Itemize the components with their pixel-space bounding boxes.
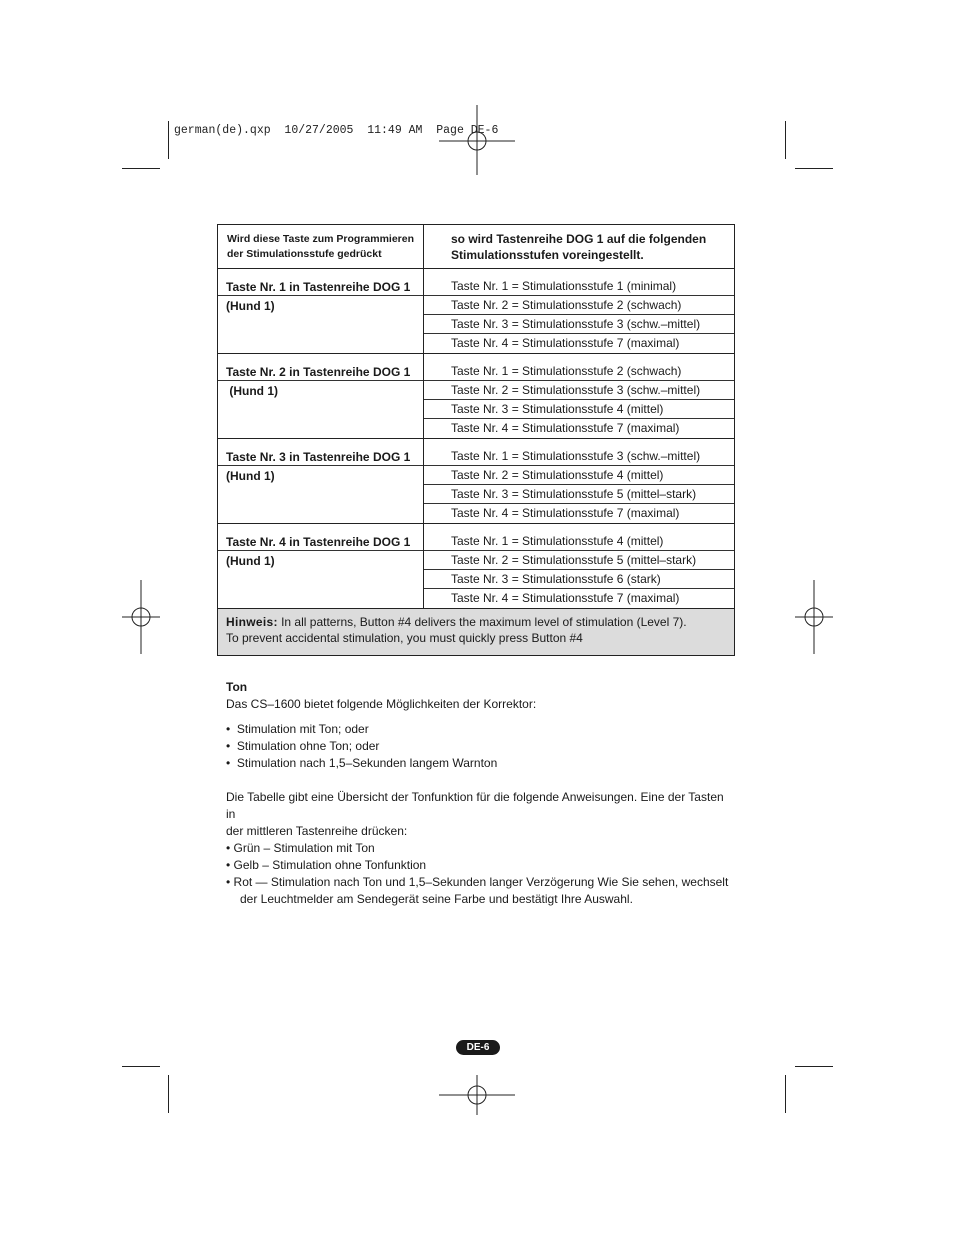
page-number-badge: DE-6 bbox=[456, 1040, 500, 1055]
header-left-line: der Stimulationsstufe gedrückt bbox=[227, 248, 382, 260]
table-header bbox=[218, 225, 734, 269]
table-group-3 bbox=[218, 439, 734, 524]
header-right-line: so wird Tastenreihe DOG 1 auf die folgenden bbox=[451, 232, 707, 246]
paragraph-line: Die Tabelle gibt eine Übersicht der Tonfunktion für die folgende Anweisungen. Eine der Tasten in bbox=[226, 790, 724, 821]
table-row: Taste Nr. 3 = Stimulationsstufe 6 (stark) bbox=[424, 570, 734, 589]
table-row: Taste Nr. 2 = Stimulationsstufe 3 (schw.–mittel) bbox=[424, 381, 734, 400]
printer-slug: german(de).qxp 10/27/2005 11:49 AM Page DE-6 bbox=[174, 124, 499, 137]
group-sublabel: (Hund 1) bbox=[226, 469, 275, 483]
note-box bbox=[218, 609, 734, 655]
table-row: Taste Nr. 2 = Stimulationsstufe 4 (mittel) bbox=[424, 466, 734, 485]
table-row: Taste Nr. 4 = Stimulationsstufe 7 (maximal) bbox=[451, 506, 680, 520]
header-right-line: Stimulationsstufen voreingestellt. bbox=[451, 248, 644, 262]
table-row: Taste Nr. 1 = Stimulationsstufe 3 (schw.–mittel) bbox=[424, 439, 734, 466]
header-left bbox=[218, 225, 424, 268]
table-group-1 bbox=[218, 269, 734, 354]
table-row: Taste Nr. 1 = Stimulationsstufe 2 (schwach) bbox=[424, 354, 734, 381]
stimulation-table bbox=[217, 224, 735, 656]
table-group-4 bbox=[218, 524, 734, 609]
header-right bbox=[424, 225, 734, 268]
table-row: Taste Nr. 2 = Stimulationsstufe 5 (mittel–stark) bbox=[424, 551, 734, 570]
note-label: Hinweis: bbox=[226, 615, 278, 629]
table-row: Taste Nr. 3 = Stimulationsstufe 5 (mittel–stark) bbox=[424, 485, 734, 504]
list-item: • Gelb – Stimulation ohne Tonfunktion bbox=[226, 858, 427, 872]
group-sublabel: (Hund 1) bbox=[226, 554, 275, 568]
crop-mark bbox=[122, 1066, 160, 1067]
crop-mark bbox=[785, 1075, 786, 1113]
intro-text: Das CS–1600 bietet folgende Möglichkeiten der Korrektor: bbox=[226, 697, 537, 711]
group-sublabel: (Hund 1) bbox=[226, 384, 278, 398]
table-row: Taste Nr. 4 = Stimulationsstufe 7 (maximal) bbox=[451, 336, 680, 350]
table-row: Taste Nr. 4 = Stimulationsstufe 7 (maximal) bbox=[451, 421, 680, 435]
list-item: • Stimulation nach 1,5–Sekunden langem Warnton bbox=[226, 756, 498, 770]
registration-mark-left bbox=[122, 580, 160, 654]
list-item: • Stimulation ohne Ton; oder bbox=[226, 739, 380, 753]
crop-mark bbox=[168, 121, 169, 159]
ton-section bbox=[226, 679, 736, 908]
table-group-2 bbox=[218, 354, 734, 439]
note-line: To prevent accidental stimulation, you must quickly press Button #4 bbox=[226, 631, 583, 645]
group-label: Taste Nr. 4 in Tastenreihe DOG 1 bbox=[218, 524, 423, 551]
crop-mark bbox=[795, 1066, 833, 1067]
list-item: • Rot — Stimulation nach Ton und 1,5–Sekunden langer Verzögerung Wie Sie sehen, wechselt der Leuchtmelder am Sendegerät seine Farbe und bestätigt Ihre Auswahl. bbox=[226, 875, 729, 906]
header-left-line: Wird diese Taste zum Programmieren bbox=[227, 233, 415, 245]
list-item: • Grün – Stimulation mit Ton bbox=[226, 841, 375, 855]
table-row: Taste Nr. 3 = Stimulationsstufe 4 (mittel) bbox=[424, 400, 734, 419]
list-item: • Stimulation mit Ton; oder bbox=[226, 722, 369, 736]
registration-mark-right bbox=[795, 580, 833, 654]
group-label: Taste Nr. 1 in Tastenreihe DOG 1 bbox=[218, 269, 423, 296]
paragraph-line: der mittleren Tastenreihe drücken: bbox=[226, 824, 408, 838]
group-sublabel: (Hund 1) bbox=[226, 299, 275, 313]
table-row: Taste Nr. 4 = Stimulationsstufe 7 (maximal) bbox=[451, 591, 680, 605]
crop-mark bbox=[168, 1075, 169, 1113]
registration-mark-bottom bbox=[439, 1075, 515, 1115]
group-label: Taste Nr. 3 in Tastenreihe DOG 1 bbox=[218, 439, 423, 466]
crop-mark bbox=[785, 121, 786, 159]
note-text: In all patterns, Button #4 delivers the maximum level of stimulation (Level 7). bbox=[277, 615, 687, 629]
table-row: Taste Nr. 1 = Stimulationsstufe 1 (minimal) bbox=[424, 269, 734, 296]
section-heading: Ton bbox=[226, 680, 248, 694]
table-row: Taste Nr. 2 = Stimulationsstufe 2 (schwach) bbox=[424, 296, 734, 315]
crop-mark bbox=[122, 168, 160, 169]
note-line bbox=[226, 614, 734, 630]
registration-mark-top bbox=[439, 105, 515, 175]
table-row: Taste Nr. 1 = Stimulationsstufe 4 (mittel) bbox=[424, 524, 734, 551]
crop-mark bbox=[795, 168, 833, 169]
table-row: Taste Nr. 3 = Stimulationsstufe 3 (schw.–mittel) bbox=[424, 315, 734, 334]
group-label: Taste Nr. 2 in Tastenreihe DOG 1 bbox=[218, 354, 423, 381]
